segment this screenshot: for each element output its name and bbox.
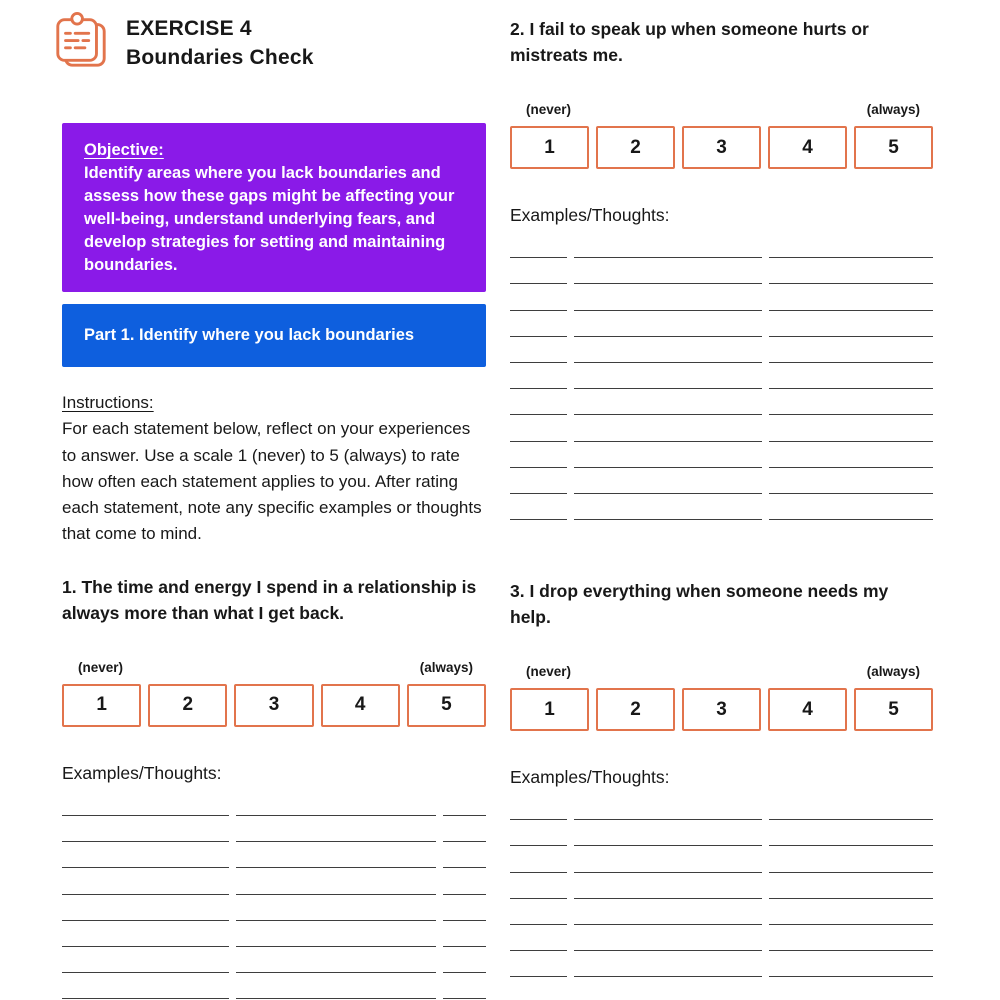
rating-box-3[interactable]: 3 (682, 126, 761, 169)
writing-line[interactable] (510, 389, 933, 415)
rating-box-1[interactable]: 1 (510, 126, 589, 169)
writing-line[interactable] (62, 790, 486, 816)
rating-box-1[interactable]: 1 (510, 688, 589, 731)
rating-scale (510, 688, 933, 731)
writing-line[interactable] (510, 494, 933, 520)
writing-line[interactable] (510, 820, 933, 846)
scale-min-label: (never) (78, 659, 124, 675)
instructions-block (62, 390, 486, 548)
writing-line[interactable] (510, 951, 933, 977)
page-title-line1: EXERCISE 4 (126, 17, 252, 40)
question-1-scale (62, 660, 486, 727)
writing-line[interactable] (510, 468, 933, 494)
writing-line[interactable] (510, 442, 933, 468)
left-column (62, 0, 486, 999)
objective-box (62, 123, 486, 292)
question-3 (510, 578, 933, 1000)
rating-box-5[interactable]: 5 (854, 688, 933, 731)
examples-label: Examples/Thoughts: (510, 767, 670, 788)
writing-line[interactable] (62, 816, 486, 842)
question-3-text: 3. I drop everything when someone needs my help. (510, 581, 889, 628)
writing-line[interactable] (510, 415, 933, 441)
question-1 (62, 574, 486, 1000)
writing-lines (510, 232, 933, 520)
scale-labels (510, 102, 933, 117)
question-2-examples (510, 205, 933, 520)
writing-line[interactable] (62, 842, 486, 868)
instructions-text: For each statement below, reflect on your experiences to answer. Use a scale 1 (never) to 5 (always) to rate how often each statement applies to you. After rating each statement, note any specific examples or thoughts that come to mind. (62, 419, 482, 544)
writing-line[interactable] (62, 973, 486, 999)
page-title-line2: Boundaries Check (126, 46, 314, 69)
part1-banner (62, 304, 486, 367)
rating-scale (510, 126, 933, 169)
writing-line[interactable] (510, 925, 933, 951)
instructions-label: Instructions: (62, 393, 154, 412)
writing-line[interactable] (62, 947, 486, 973)
question-3-scale (510, 664, 933, 731)
writing-line[interactable] (510, 232, 933, 258)
exercise-header (52, 10, 486, 72)
rating-box-2[interactable]: 2 (596, 688, 675, 731)
part1-title: Part 1. Identify where you lack boundaries (84, 326, 415, 344)
rating-box-4[interactable]: 4 (321, 684, 400, 727)
clipboard-notes-icon (52, 10, 110, 72)
writing-line[interactable] (510, 311, 933, 337)
examples-label: Examples/Thoughts: (510, 205, 670, 225)
rating-box-2[interactable]: 2 (596, 126, 675, 169)
writing-line[interactable] (510, 977, 933, 1000)
examples-label: Examples/Thoughts: (62, 762, 222, 783)
page-title (126, 10, 314, 72)
question-2-text: 2. I fail to speak up when someone hurts or mistreats me. (510, 19, 869, 65)
writing-line[interactable] (510, 899, 933, 925)
question-1-text: 1. The time and energy I spend in a relationship is always more than what I get back. (62, 576, 477, 623)
scale-labels (62, 660, 486, 675)
writing-line[interactable] (510, 363, 933, 389)
writing-line[interactable] (510, 284, 933, 310)
rating-box-2[interactable]: 2 (148, 684, 227, 727)
rating-box-3[interactable]: 3 (682, 688, 761, 731)
writing-line[interactable] (510, 794, 933, 820)
scale-max-label: (always) (419, 659, 473, 675)
writing-line[interactable] (62, 921, 486, 947)
rating-box-4[interactable]: 4 (768, 688, 847, 731)
scale-min-label: (never) (526, 664, 572, 680)
question-1-examples (62, 763, 486, 1000)
objective-label: Objective: (84, 141, 164, 159)
rating-box-1[interactable]: 1 (62, 684, 141, 727)
writing-line[interactable] (510, 873, 933, 899)
rating-box-5[interactable]: 5 (854, 126, 933, 169)
scale-max-label: (always) (866, 102, 920, 117)
writing-line[interactable] (62, 895, 486, 921)
writing-line[interactable] (62, 868, 486, 894)
scale-labels (510, 664, 933, 679)
writing-lines (62, 790, 486, 1000)
objective-text: Identify areas where you lack boundaries and assess how these gaps might be affecting your well-being, understand underlying fears, and develop strategies for setting and maintaining boundaries. (84, 164, 455, 274)
writing-line[interactable] (510, 337, 933, 363)
rating-box-3[interactable]: 3 (234, 684, 313, 727)
writing-line[interactable] (510, 258, 933, 284)
question-2 (510, 16, 933, 520)
rating-box-5[interactable]: 5 (407, 684, 486, 727)
rating-box-4[interactable]: 4 (768, 126, 847, 169)
scale-min-label: (never) (526, 102, 572, 117)
scale-max-label: (always) (866, 664, 920, 680)
question-2-scale (510, 102, 933, 169)
writing-lines (510, 794, 933, 1000)
writing-line[interactable] (510, 846, 933, 872)
question-3-examples (510, 767, 933, 1000)
right-column (510, 0, 933, 1000)
rating-scale (62, 684, 486, 727)
